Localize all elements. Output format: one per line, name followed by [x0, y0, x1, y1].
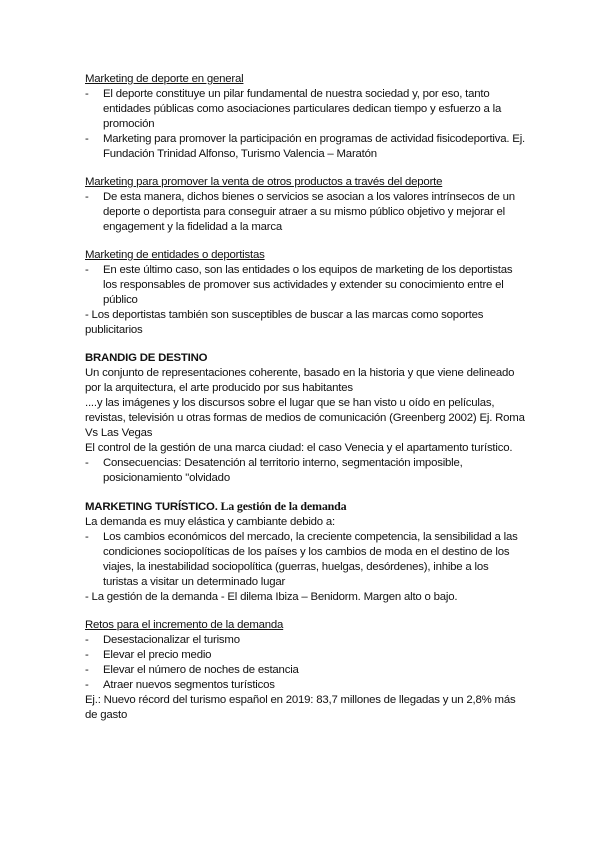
list-item [85, 87, 525, 132]
list-item-text: Los cambios económicos del mercado, la creciente competencia, la sensibilidad a las condiciones sociopolíticas de los países y los cambios de moda en el destino de los viajes, la inestabilidad sociopolítica (guerras, huelgas, desórdenes), inhibe a los turistas a visitar un determinado lugar [103, 531, 518, 588]
paragraph: ....y las imágenes y los discursos sobre el lugar que se han visto u oído en películas, revistas, televisión u otras formas de medios de comunicación (Greenberg 2002) Ej. Roma Vs Las Vegas [85, 397, 525, 439]
section-heading: Retos para el incremento de la demanda [85, 619, 284, 631]
bullet-dash: - [85, 264, 89, 276]
list-item-text: Elevar el número de noches de estancia [103, 664, 299, 676]
list-item [85, 678, 525, 693]
list-item [85, 132, 525, 162]
paragraph: El control de la gestión de una marca ciudad: el caso Venecia y el apartamento turístico. [85, 442, 513, 454]
section-heading-part2: La gestión de la demanda [217, 499, 347, 513]
section-marketing-entidades [85, 248, 525, 338]
list-item [85, 633, 525, 648]
list-item [85, 456, 525, 486]
list-item-text: Atraer nuevos segmentos turísticos [103, 679, 275, 691]
note-text: - Los deportistas también son susceptibles de buscar a las marcas como soportes publicitarios [85, 309, 484, 336]
document-body [85, 72, 525, 736]
bullet-dash: - [85, 191, 89, 203]
list-item [85, 530, 525, 590]
list-item-text: Elevar el precio medio [103, 649, 212, 661]
list-item-text: Marketing para promover la participación en programas de actividad fisicodeportiva. Ej. Fundación Trinidad Alfonso, Turismo Valencia – Maratón [103, 133, 525, 160]
section-branding-destino [85, 351, 525, 486]
section-heading [85, 499, 525, 515]
paragraph: La demanda es muy elástica y cambiante debido a: [85, 516, 336, 528]
section-heading: Marketing para promover la venta de otros productos a través del deporte [85, 176, 443, 188]
list-item-text: Desestacionalizar el turismo [103, 634, 240, 646]
paragraph: Un conjunto de representaciones coherente, basado en la historia y que viene delineado por la arquitectura, el arte producido por sus habitantes [85, 367, 515, 394]
section-heading-part1: MARKETING TURÍSTICO. [85, 501, 218, 513]
bullet-dash: - [85, 679, 89, 691]
list-item-text: Consecuencias: Desatención al territorio interno, segmentación imposible, posicionamiento "olvidado [103, 457, 463, 484]
note-text: Ej.: Nuevo récord del turismo español en 2019: 83,7 millones de llegadas y un 2,8% más de gasto [85, 694, 516, 721]
bullet-dash: - [85, 457, 89, 469]
list-item [85, 190, 525, 235]
section-marketing-deporte-general [85, 72, 525, 162]
list-item [85, 648, 525, 663]
list-item-text: En este último caso, son las entidades o los equipos de marketing de los deportistas los responsables de promover sus actividades y extender su conocimiento entre el público [103, 264, 513, 306]
bullet-dash: - [85, 88, 89, 100]
section-marketing-turistico [85, 499, 525, 605]
list-item-text: El deporte constituye un pilar fundamental de nuestra sociedad y, por eso, tanto entidades públicas como asociaciones particulares dedican tiempo y esfuerzo a la promoción [103, 88, 502, 130]
note-text: - La gestión de la demanda - El dilema Ibiza – Benidorm. Margen alto o bajo. [85, 591, 458, 603]
bullet-dash: - [85, 649, 89, 661]
bullet-dash: - [85, 133, 89, 145]
section-heading: Marketing de entidades o deportistas [85, 249, 265, 261]
section-retos-demanda [85, 618, 525, 723]
bullet-dash: - [85, 634, 89, 646]
list-item [85, 263, 525, 308]
bullet-dash: - [85, 664, 89, 676]
section-marketing-venta-productos [85, 175, 525, 235]
section-heading: Marketing de deporte en general [85, 73, 244, 85]
section-heading: BRANDIG DE DESTINO [85, 352, 208, 364]
bullet-dash: - [85, 531, 89, 543]
list-item-text: De esta manera, dichos bienes o servicios se asocian a los valores intrínsecos de un deporte o deportista para conseguir atraer a su mismo público objetivo y mejorar el engagement y la fidelidad a la marca [103, 191, 515, 233]
list-item [85, 663, 525, 678]
